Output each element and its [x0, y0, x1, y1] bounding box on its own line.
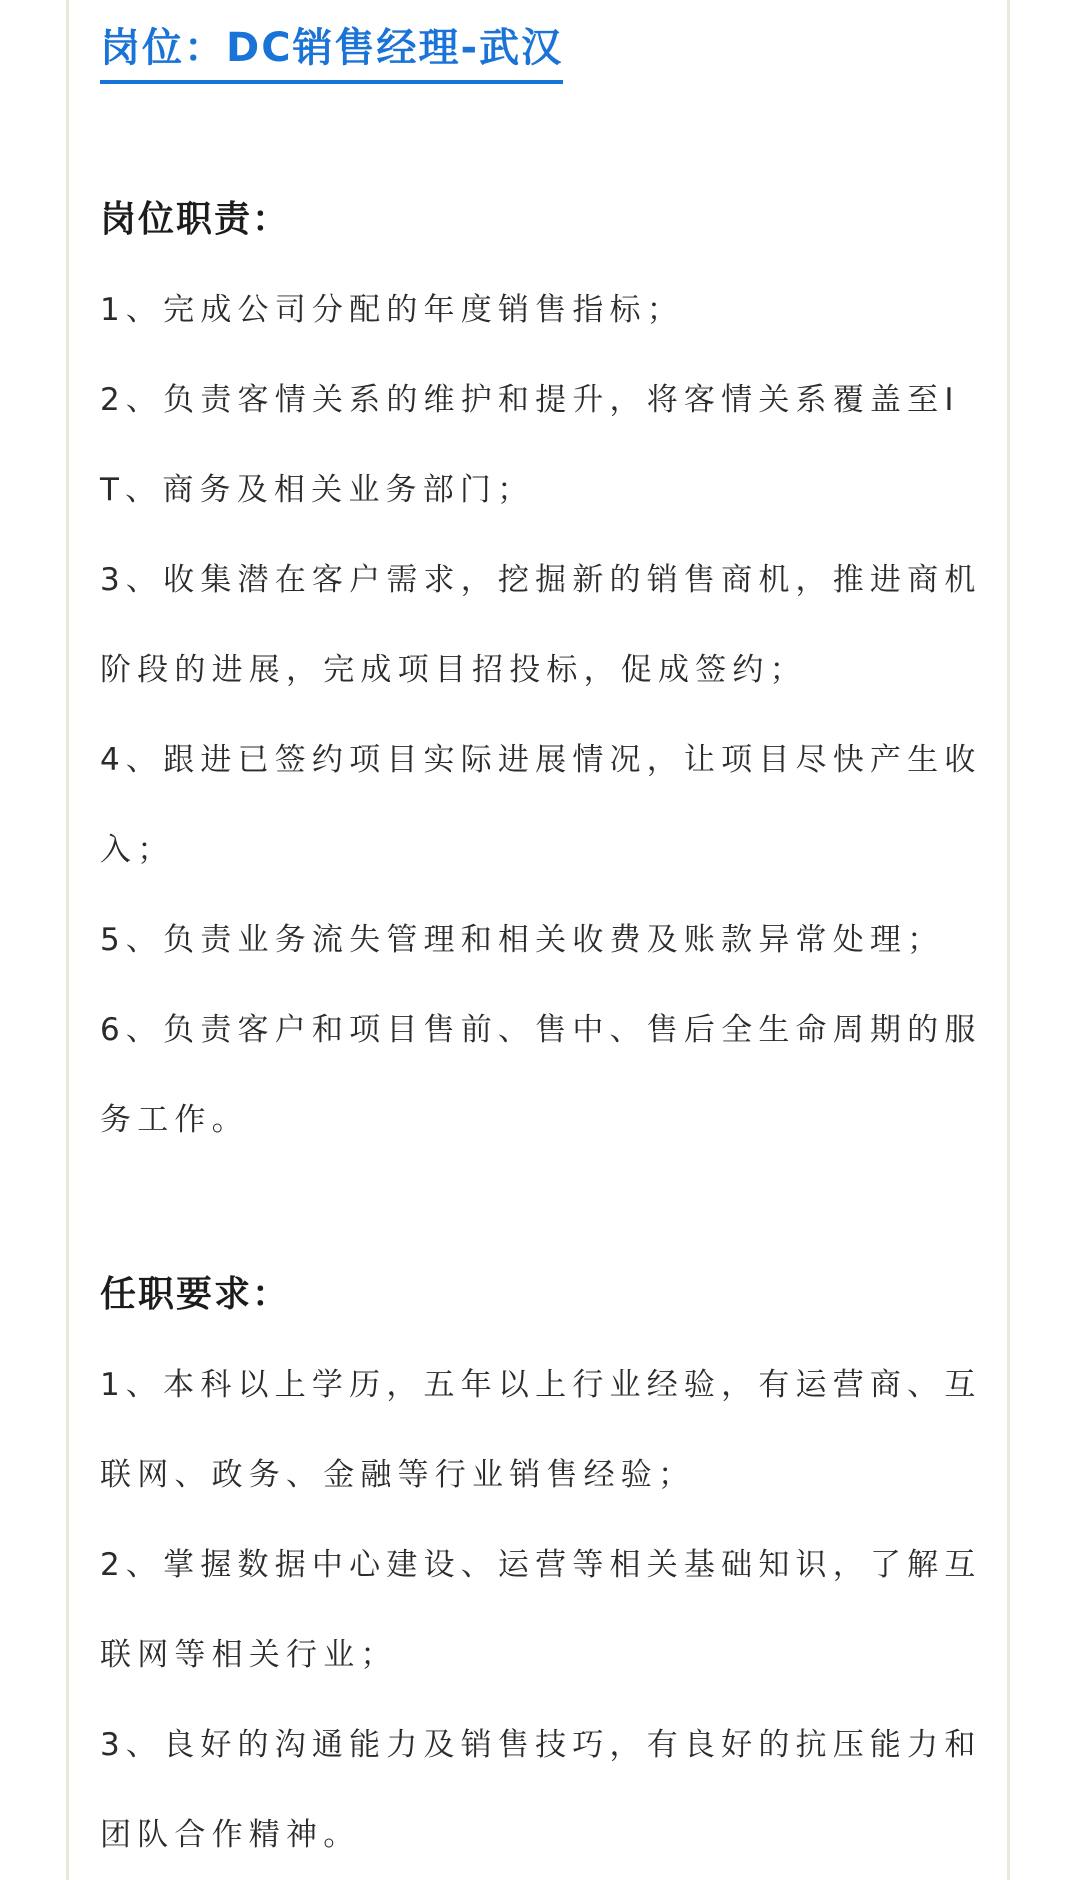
- responsibility-item-5: 5、负责业务流失管理和相关收费及账款异常处理；: [100, 922, 945, 958]
- responsibilities-heading: 岗位职责：: [100, 199, 291, 240]
- responsibility-item-6: 6、负责客户和项目售前、售中、售后全生命周期的服务工作。: [100, 1012, 982, 1138]
- requirement-item-2: 2、掌握数据中心建设、运营等相关基础知识，了解互联网等相关行业；: [100, 1547, 982, 1673]
- requirements-heading: 任职要求：: [100, 1274, 291, 1315]
- responsibility-item-4: 4、跟进已签约项目实际进展情况，让项目尽快产生收入；: [100, 742, 982, 868]
- responsibility-item-3: 3、收集潜在客户需求，挖掘新的销售商机，推进商机阶段的进展，完成项目招投标，促成签约；: [100, 562, 982, 688]
- job-title-link[interactable]: 岗位：DC销售经理-武汉: [100, 18, 563, 84]
- responsibility-item-2: 2、负责客情关系的维护和提升，将客情关系覆盖至IT、商务及相关业务部门；: [100, 382, 960, 508]
- requirement-item-3: 3、良好的沟通能力及销售技巧，有良好的抗压能力和团队合作精神。: [100, 1727, 982, 1853]
- requirement-item-1: 1、本科以上学历，五年以上行业经验，有运营商、互联网、政务、金融等行业销售经验；: [100, 1367, 982, 1493]
- responsibility-item-1: 1、完成公司分配的年度销售指标；: [100, 292, 684, 328]
